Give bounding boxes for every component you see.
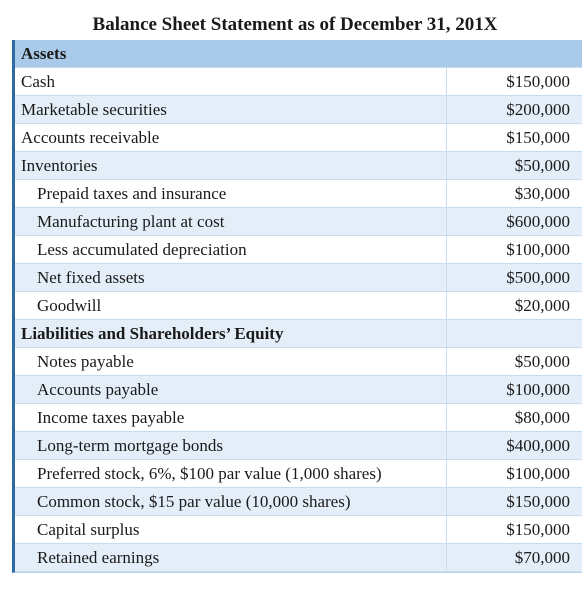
table-row xyxy=(15,96,582,124)
row-label: Marketable securities xyxy=(21,100,167,119)
row-value: $150,000 xyxy=(506,72,570,91)
table-row xyxy=(15,68,582,96)
row-label: Capital surplus xyxy=(37,520,140,539)
row-value: $100,000 xyxy=(506,240,570,259)
row-value: $150,000 xyxy=(506,128,570,147)
row-label: Goodwill xyxy=(37,296,102,315)
balance-sheet-table xyxy=(12,40,582,573)
row-value: $500,000 xyxy=(506,268,570,287)
row-label: Accounts payable xyxy=(37,380,159,399)
table-row xyxy=(15,152,582,180)
row-value: $600,000 xyxy=(506,212,570,231)
row-value: $400,000 xyxy=(506,436,570,455)
table-row xyxy=(15,488,582,516)
table-row xyxy=(15,432,582,460)
row-value: $50,000 xyxy=(514,352,570,371)
table-row xyxy=(15,264,582,292)
row-label: Notes payable xyxy=(37,352,134,371)
table-row xyxy=(15,348,582,376)
row-label: Long-term mortgage bonds xyxy=(37,436,224,455)
row-value: $150,000 xyxy=(506,492,570,511)
row-value: $70,000 xyxy=(514,548,570,567)
row-value: $50,000 xyxy=(514,156,570,175)
row-value: $100,000 xyxy=(506,380,570,399)
row-value: $20,000 xyxy=(514,296,570,315)
row-label: Inventories xyxy=(21,156,98,175)
table-row xyxy=(15,460,582,488)
row-label: Accounts receivable xyxy=(21,128,160,147)
row-value: $150,000 xyxy=(506,520,570,539)
row-label: Prepaid taxes and insurance xyxy=(37,184,227,203)
table-row xyxy=(15,544,582,572)
table-row xyxy=(15,292,582,320)
table-row xyxy=(15,236,582,264)
liabilities-header-row xyxy=(15,320,582,348)
table-row xyxy=(15,404,582,432)
table-row xyxy=(15,516,582,544)
table-row xyxy=(15,180,582,208)
row-label: Retained earnings xyxy=(37,548,160,567)
row-value: $30,000 xyxy=(514,184,570,203)
table-row xyxy=(15,208,582,236)
row-label: Net fixed assets xyxy=(37,268,145,287)
row-label: Manufacturing plant at cost xyxy=(37,212,225,231)
liabilities-header: Liabilities and Shareholders’ Equity xyxy=(21,324,284,343)
row-value: $80,000 xyxy=(514,408,570,427)
table-row xyxy=(15,376,582,404)
row-label: Less accumulated depreciation xyxy=(37,240,247,259)
assets-header: Assets xyxy=(21,44,67,63)
row-label: Common stock, $15 par value (10,000 shares) xyxy=(37,492,351,511)
row-label: Cash xyxy=(21,72,55,91)
row-label: Income taxes payable xyxy=(37,408,185,427)
table-row xyxy=(15,124,582,152)
row-value: $200,000 xyxy=(506,100,570,119)
row-value: $100,000 xyxy=(506,464,570,483)
assets-header-row xyxy=(15,40,582,68)
row-label: Preferred stock, 6%, $100 par value (1,000 shares) xyxy=(37,464,382,483)
statement-title: Balance Sheet Statement as of December 31, 201X xyxy=(92,14,498,35)
